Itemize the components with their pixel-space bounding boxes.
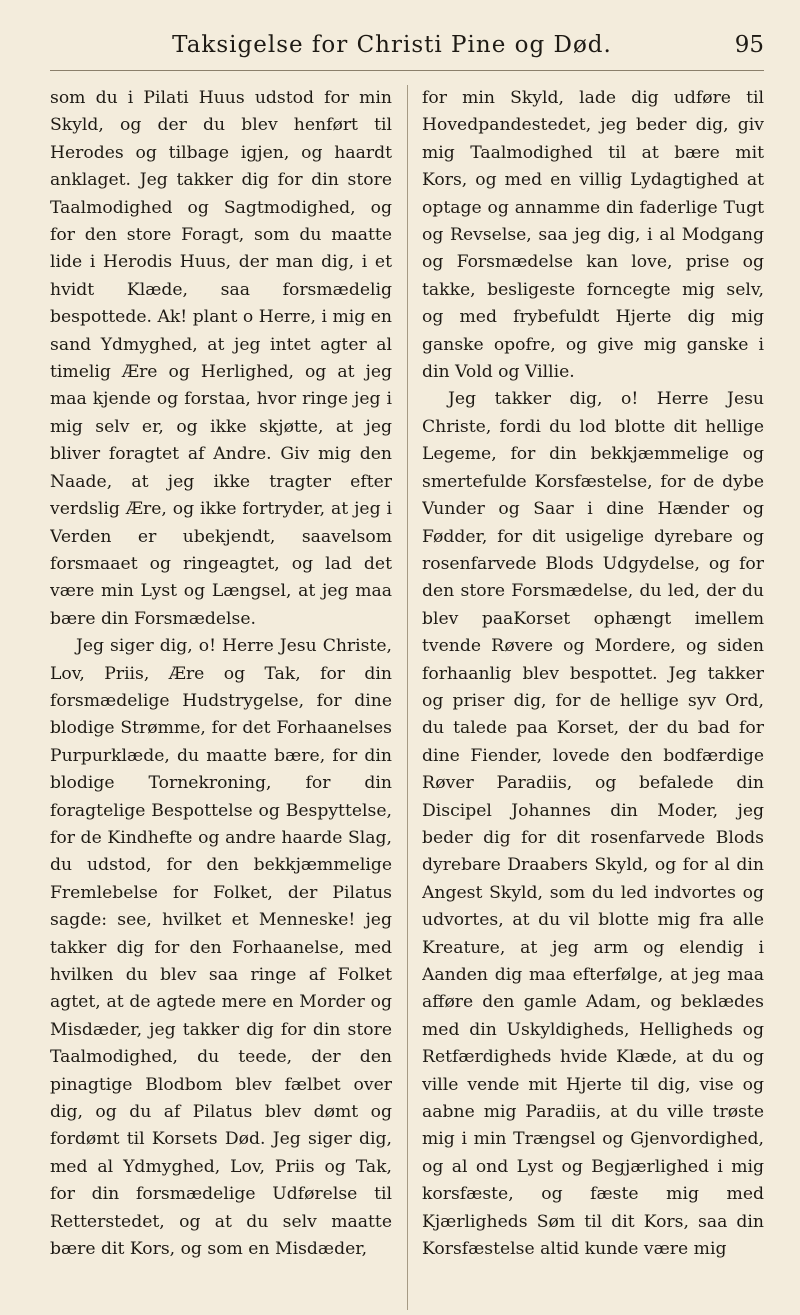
column-divider [407, 85, 408, 1310]
paragraph: Jeg siger dig, o! Herre Jesu Christe, Lov, Priis, Ære og Tak, for din forsmædelige Hudstrygelse, for dine blodige Strømme, for det Forhaanelses Purpurklæde, du maatte bære, for din blodige Tornekroning, for din foragtelige Bespottelse og Bespyttelse, for de Kindhefte og andre haarde Slag, du udstod, for den bekkjæmmelige Fremlebelse for Folket, der Pilatus sagde: see, hvilket et Menneske! jeg takker dig for den Forhaanelse, med hvilken du blev saa ringe af Folket agtet, at de agtede mere en Morder og Misdæder, jeg takker dig for din store Taalmodighed, du teede, der den pinagtige Blodbom blev fælbet over dig, og du af Pilatus blev dømt og fordømt til Korsets Død. Jeg siger dig, med al Ydmyghed, Lov, Priis og Tak, for din forsmædelige Udførelse til Retterstedet, og at du selv maatte bære dit Kors, og som en Misdæder, [50, 636, 392, 1260]
paragraph: Jeg takker dig, o! Herre Jesu Christe, fordi du lod blotte dit hellige Legeme, for din bekkjæmmelige og smertefulde Korsfæstelse, for de dybe Vunder og Saar i dine Hænder og Fødder, for dit usigelige dyrebare og rosenfarvede Blods Udgydelse, og for den store Forsmædelse, du led, der du blev paaKorset ophængt imellem tvende Røvere og Mordere, og siden forhaanlig blev bespottet. Jeg takker og priser dig, for de hellige syv Ord, du talede paa Korset, der du bad for dine Fiender, lovede den bodfærdige Røver Paradiis, og befalede din Discipel Johannes din Moder, jeg beder dig for dit rosenfarvede Blods dyrebare Draabers Skyld, og for al din Angest Skyld, som du led indvortes og udvortes, at du vil blotte mig fra alle Kreature, at jeg arm og elendig i Aanden dig maa efterfølge, at jeg maa afføre den gamle Adam, og beklædes med din Uskyldigheds, Helligheds og Retfærdigheds hvide Klæde, at du og ville vende mit Hjerte til dig, vise og aabne mig Paradiis, at du ville trøste mig i min Trængsel og Gjenvordighed, og al ond Lyst og Begjærlighed i mig korsfæste, og fæste mig med Kjærligheds Søm til dit Kors, saa din Korsfæstelse altid kunde være mig [422, 389, 764, 1260]
text-columns [50, 85, 764, 1310]
running-title: Taksigelse for Christi Pine og Død. [172, 32, 612, 58]
right-column [422, 85, 764, 1310]
left-column [50, 85, 392, 1310]
page-header [50, 26, 764, 71]
page-number: 95 [734, 32, 764, 58]
paragraph: som du i Pilati Huus udstod for min Skyld, og der du blev henført til Herodes og tilbage igjen, og haardt anklaget. Jeg takker dig for din store Taalmodighed og Sagtmodighed, og for den store Foragt, som du maatte lide i Herodis Huus, der man dig, i et hvidt Klæde, saa forsmædelig bespottede. Ak! plant o Herre, i mig en sand Ydmyghed, at jeg intet agter al timelig Ære og Herlighed, og at jeg maa kjende og forstaa, hvor ringe jeg i mig selv er, og ikke skjøtte, at jeg bliver foragtet af Andre. Giv mig den Naade, at jeg ikke tragter efter verdslig Ære, og ikke fortryder, at jeg i Verden er ubekjendt, saavelsom forsmaaet og ringeagtet, og lad det være min Lyst og Længsel, at jeg maa bære din Forsmædelse. [50, 88, 392, 629]
paragraph: for min Skyld, lade dig udføre til Hovedpandestedet, jeg beder dig, giv mig Taalmodighed til at bære mit Kors, og med en villig Lydagtighed at optage og annamme din faderlige Tugt og Revselse, saa jeg dig, i al Modgang og Forsmædelse kan love, prise og takke, besligeste forncegte mig selv, og med frybefuldt Hjerte dig mig ganske opofre, og give mig ganske i din Vold og Villie. [422, 88, 764, 383]
